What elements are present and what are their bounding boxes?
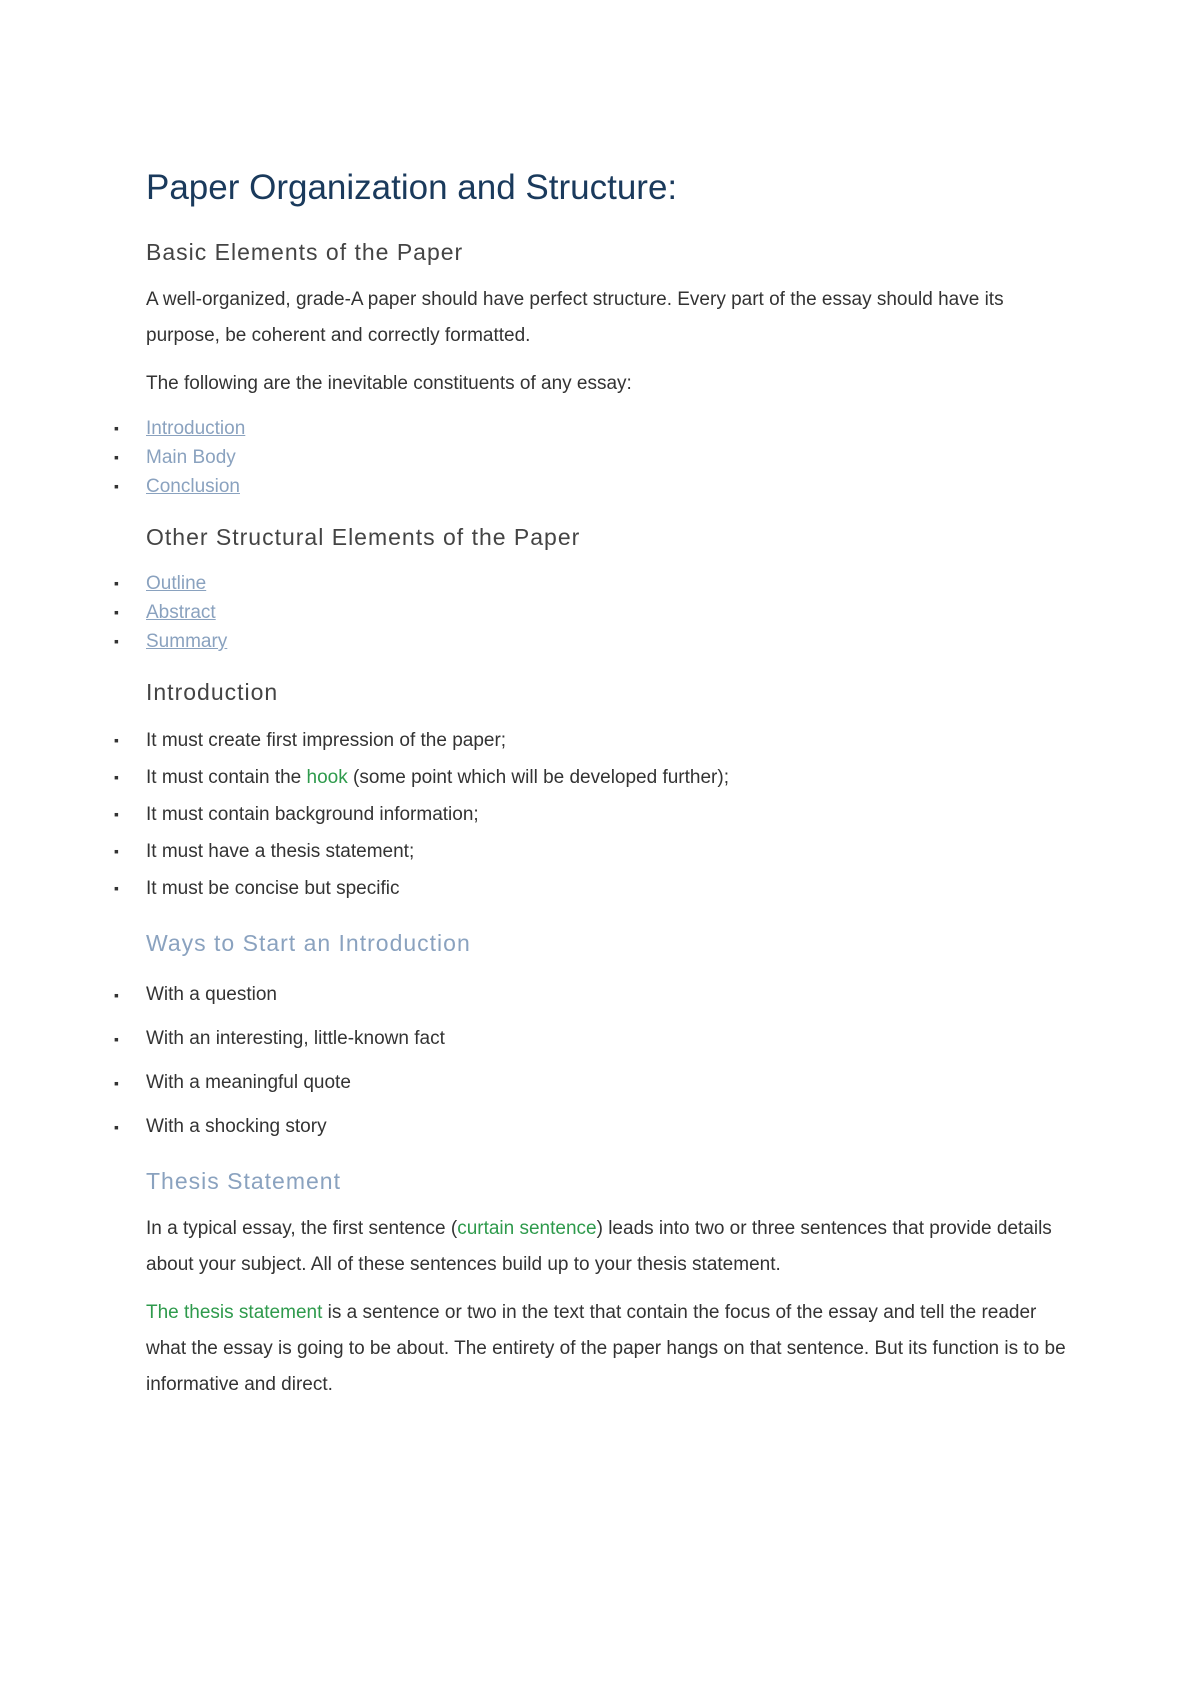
thesis-paragraph-1: In a typical essay, the first sentence (curtain sentence) leads into two or three sentences that provide details about your subject. All of these sentences build up to your thesis statement.	[146, 1218, 1052, 1275]
bullet-icon: ▪	[114, 633, 119, 649]
page-title: Paper Organization and Structure:	[146, 168, 678, 207]
list-item: ▪ With a shocking story	[146, 1105, 1066, 1149]
list-item	[114, 472, 1066, 501]
link-introduction[interactable]: Introduction	[146, 418, 246, 439]
list-item: ▪ It must be concise but specific	[146, 870, 1066, 907]
list-item	[114, 569, 1066, 598]
introduction-list	[114, 722, 1066, 907]
list-item	[114, 414, 1066, 443]
link-outline[interactable]: Outline	[146, 573, 207, 594]
document-content	[114, 160, 1066, 1403]
list-item: ▪ With a question	[146, 973, 1066, 1017]
bullet-icon: ▪	[114, 1031, 119, 1047]
bullet-icon: ▪	[114, 1119, 119, 1135]
list-item: ▪ It must contain the hook (some point which will be developed further);	[146, 759, 1066, 796]
other-elements-heading: Other Structural Elements of the Paper	[146, 524, 581, 550]
list-item: ▪ It must have a thesis statement;	[146, 833, 1066, 870]
bullet-icon: ▪	[114, 987, 119, 1003]
bullet-icon: ▪	[114, 732, 119, 748]
bullet-icon: ▪	[114, 420, 119, 436]
basic-elements-heading: Basic Elements of the Paper	[146, 239, 464, 265]
link-summary[interactable]: Summary	[146, 631, 228, 652]
bullet-icon: ▪	[114, 604, 119, 620]
ways-list	[114, 973, 1066, 1149]
list-item: ▪ It must contain background information;	[146, 796, 1066, 833]
curtain-sentence-term: curtain sentence	[457, 1218, 597, 1239]
link-conclusion[interactable]: Conclusion	[146, 476, 240, 497]
thesis-heading: Thesis Statement	[146, 1168, 341, 1194]
bullet-icon: ▪	[114, 449, 119, 465]
basic-elements-paragraph: A well-organized, grade-A paper should have perfect structure. Every part of the essay should have its purpose, be coherent and correctly formatted.	[146, 289, 1004, 346]
hook-term: hook	[306, 767, 348, 788]
list-item: ▪ With a meaningful quote	[146, 1061, 1066, 1105]
other-elements-list	[114, 569, 1066, 656]
list-item	[114, 443, 1066, 472]
link-abstract[interactable]: Abstract	[146, 602, 216, 623]
bullet-icon: ▪	[114, 880, 119, 896]
list-item	[114, 598, 1066, 627]
basic-elements-list	[114, 414, 1066, 501]
bullet-icon: ▪	[114, 806, 119, 822]
list-item	[114, 627, 1066, 656]
list-item: ▪ It must create first impression of the paper;	[146, 722, 1066, 759]
bullet-icon: ▪	[114, 1075, 119, 1091]
list-item: ▪ With an interesting, little-known fact	[146, 1017, 1066, 1061]
bullet-icon: ▪	[114, 478, 119, 494]
thesis-statement-term: The thesis statement	[146, 1302, 323, 1323]
thesis-paragraph-2: The thesis statement is a sentence or two in the text that contain the focus of the essay and tell the reader what the essay is going to be about. The entirety of the paper hangs on that sentence. But its function is to be informative and direct.	[146, 1302, 1066, 1395]
link-main-body[interactable]: Main Body	[146, 447, 236, 468]
bullet-icon: ▪	[114, 843, 119, 859]
bullet-icon: ▪	[114, 575, 119, 591]
ways-heading: Ways to Start an Introduction	[146, 930, 471, 956]
constituents-lead: The following are the inevitable constituents of any essay:	[146, 373, 632, 394]
bullet-icon: ▪	[114, 769, 119, 785]
introduction-heading: Introduction	[146, 679, 279, 705]
